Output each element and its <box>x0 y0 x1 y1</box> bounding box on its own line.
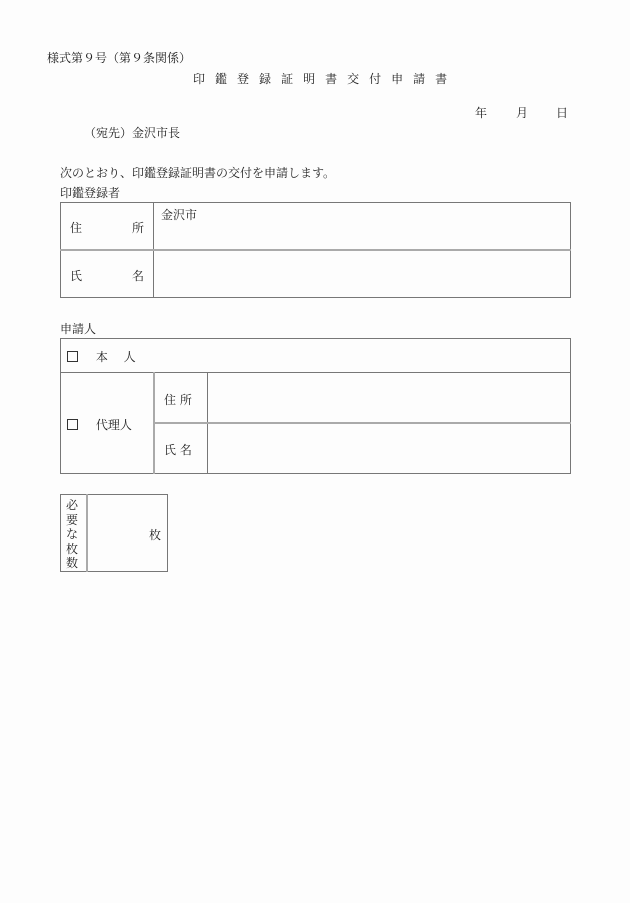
registrant-heading: 印鑑登録者 <box>60 186 121 200</box>
label-char: 必 <box>65 498 78 512</box>
registrant-address-field[interactable]: 金沢市 <box>161 208 198 222</box>
divider <box>153 422 571 424</box>
self-label-a: 本 <box>95 350 108 364</box>
copies-unit: 枚 <box>149 528 162 542</box>
divider <box>60 249 571 251</box>
agent-label: 代理人 <box>95 418 132 432</box>
page-title <box>193 70 457 87</box>
agent-address-label: 住 所 <box>164 393 192 407</box>
name-label-b: 名 <box>132 269 145 283</box>
title-char: 付 <box>369 72 382 86</box>
label-char: な <box>65 527 78 541</box>
self-checkbox[interactable] <box>67 351 78 362</box>
title-char: 印 <box>193 72 206 86</box>
applicant-heading: 申請人 <box>60 322 97 336</box>
form-number: 様式第９号（第９条関係） <box>47 51 192 65</box>
title-char: 鑑 <box>215 72 228 86</box>
agent-checkbox[interactable] <box>67 419 78 430</box>
intro-text: 次のとおり、印鑑登録証明書の交付を申請します。 <box>60 166 336 180</box>
agent-address-field[interactable] <box>212 376 564 418</box>
title-char: 登 <box>237 72 250 86</box>
title-char: 明 <box>303 72 316 86</box>
date-month: 月 <box>516 106 529 120</box>
title-char: 請 <box>413 72 426 86</box>
title-char: 申 <box>391 72 404 86</box>
name-label-a: 氏 <box>70 269 83 283</box>
date-day: 日 <box>556 106 569 120</box>
copies-field[interactable] <box>92 500 142 566</box>
agent-name-label: 氏 名 <box>164 443 192 457</box>
registrant-name-field[interactable] <box>161 255 561 291</box>
divider <box>60 372 571 373</box>
address-label-a: 住 <box>70 221 83 235</box>
title-char: 証 <box>281 72 294 86</box>
self-option[interactable] <box>67 348 136 365</box>
divider <box>86 494 88 572</box>
title-char: 書 <box>435 72 448 86</box>
label-char: 枚 <box>65 541 78 556</box>
label-char: 要 <box>65 512 78 527</box>
label-char: 数 <box>65 556 78 570</box>
address-label-b: 所 <box>132 221 145 235</box>
title-char: 書 <box>325 72 338 86</box>
agent-option[interactable] <box>67 416 132 433</box>
addressee: （宛先）金沢市長 <box>84 126 181 140</box>
copies-label <box>65 498 79 571</box>
title-char: 交 <box>347 72 360 86</box>
agent-name-field[interactable] <box>212 427 564 469</box>
date-year: 年 <box>475 106 488 120</box>
self-label-b: 人 <box>123 350 136 364</box>
title-char: 録 <box>259 72 272 86</box>
